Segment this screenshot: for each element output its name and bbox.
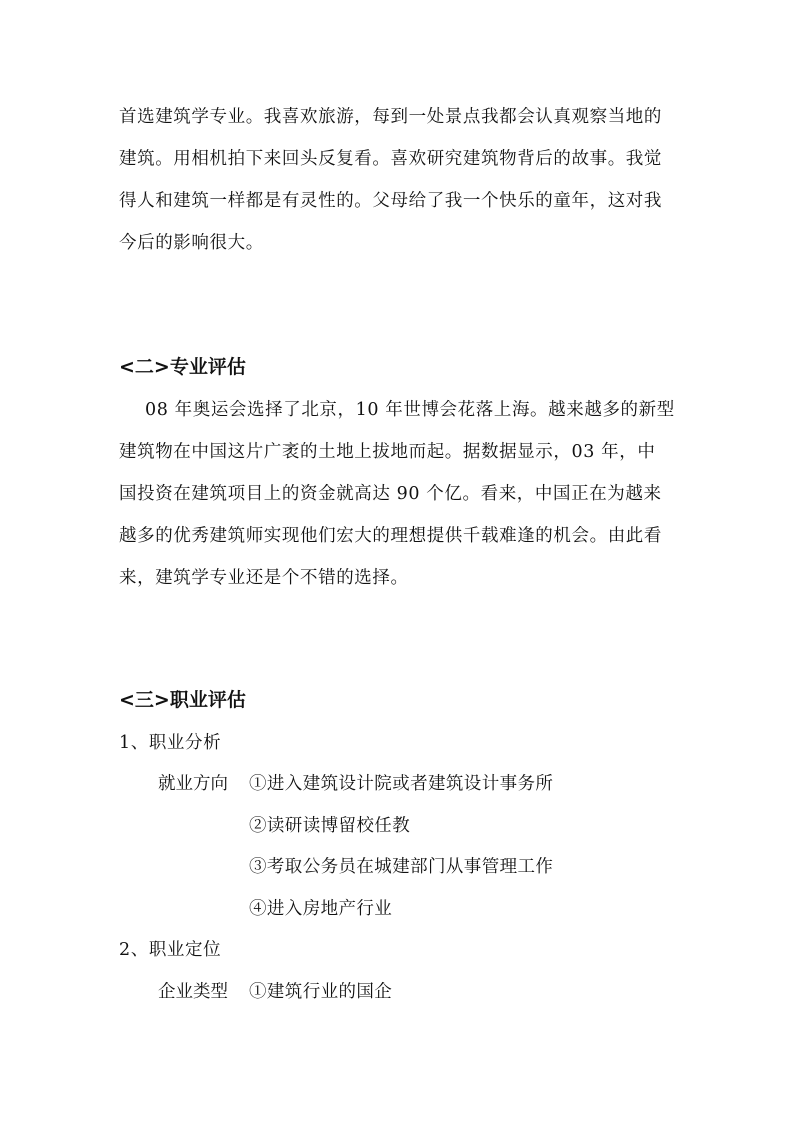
list-item: ②读研读博留校任教 bbox=[249, 816, 411, 836]
paragraph-line: 越多的优秀建筑师实现他们宏大的理想提供千载难逢的机会。由此看 bbox=[119, 526, 662, 546]
list-item: ①建筑行业的国企 bbox=[249, 982, 393, 1002]
paragraph-line: 得人和建筑一样都是有灵性的。父母给了我一个快乐的童年，这对我 bbox=[119, 191, 662, 211]
paragraph-line: 来，建筑学专业还是个不错的选择。 bbox=[119, 568, 409, 588]
list-item: ③考取公务员在城建部门从事管理工作 bbox=[249, 857, 554, 877]
section-heading-major-evaluation: <二>专业评估 bbox=[119, 356, 246, 378]
paragraph-line: 首选建筑学专业。我喜欢旅游，每到一处景点我都会认真观察当地的 bbox=[119, 107, 662, 127]
list-item: ④进入房地产行业 bbox=[249, 899, 393, 919]
paragraph-line: 建筑物在中国这片广袤的土地上拔地而起。据数据显示，03 年，中 bbox=[119, 442, 656, 462]
paragraph-line: 国投资在建筑项目上的资金就高达 90 个亿。看来，中国正在为越来 bbox=[119, 484, 662, 504]
paragraph-line: 建筑。用相机拍下来回头反复看。喜欢研究建筑物背后的故事。我觉 bbox=[119, 149, 662, 169]
section-heading-career-evaluation: <三>职业评估 bbox=[119, 689, 246, 711]
paragraph-line: 08 年奥运会选择了北京，10 年世博会花落上海。越来越多的新型 bbox=[145, 400, 675, 420]
employment-direction-label: 就业方向 bbox=[158, 774, 228, 794]
enterprise-type-label: 企业类型 bbox=[158, 982, 228, 1002]
subsection-title-career-positioning: 2、职业定位 bbox=[119, 940, 222, 960]
paragraph-line: 今后的影响很大。 bbox=[119, 233, 264, 253]
subsection-title-career-analysis: 1、职业分析 bbox=[119, 733, 222, 753]
list-item: ①进入建筑设计院或者建筑设计事务所 bbox=[249, 774, 554, 794]
